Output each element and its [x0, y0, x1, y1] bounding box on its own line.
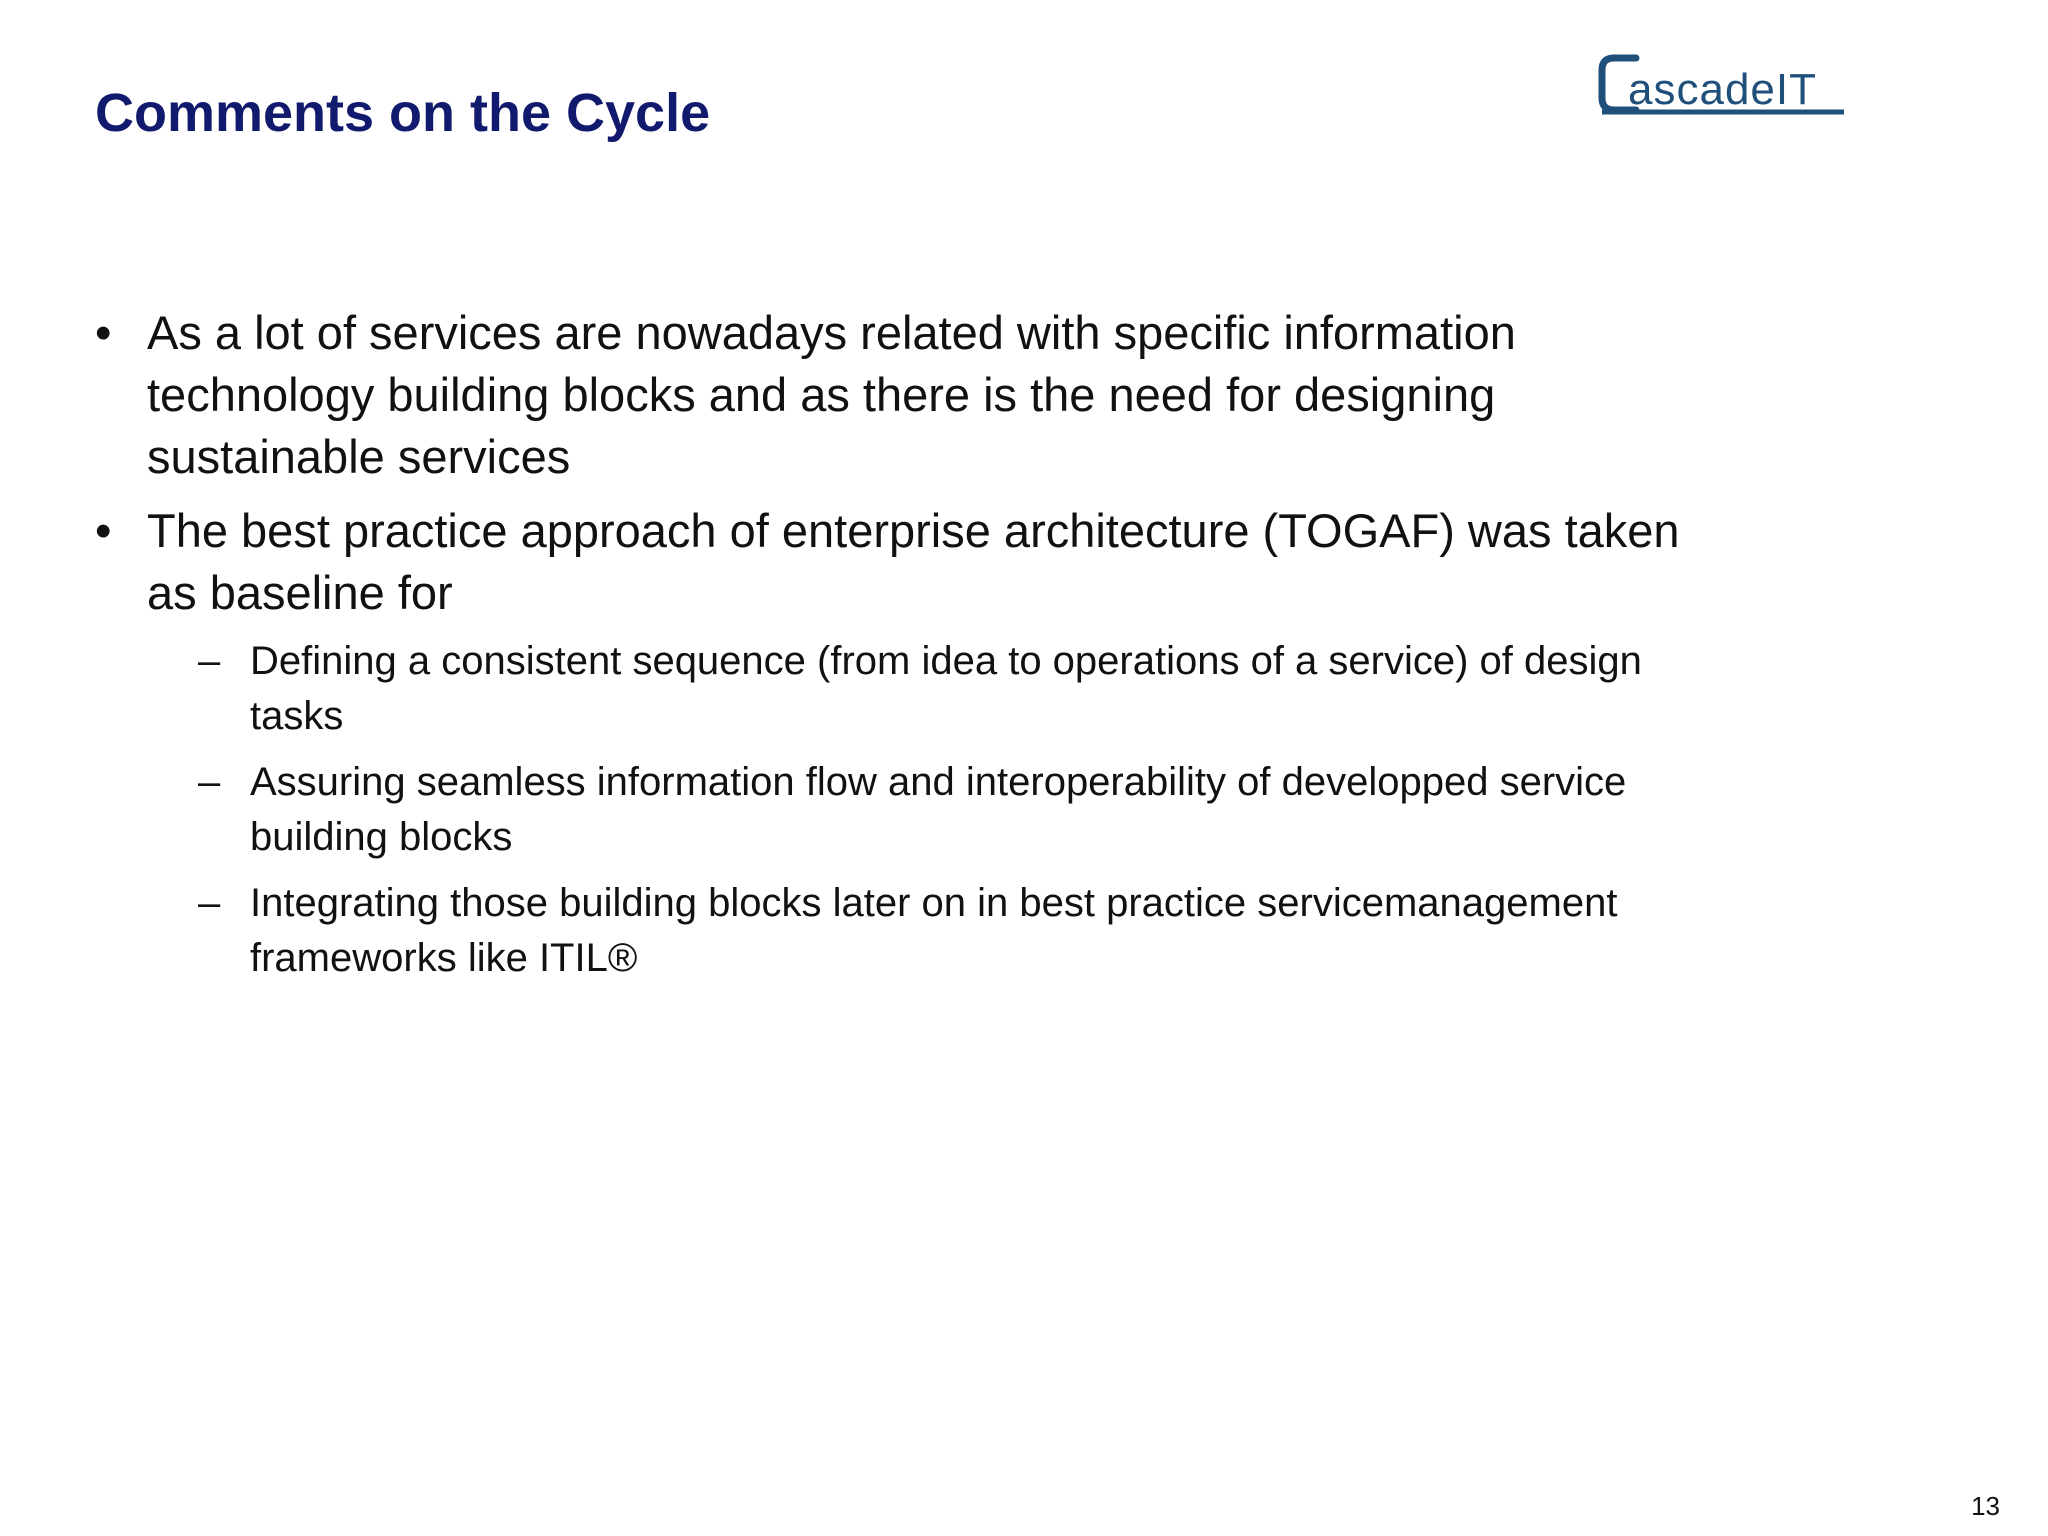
slide-body [95, 302, 1895, 986]
sub-bullet-line: building blocks [250, 815, 513, 859]
bullet-item [95, 302, 1895, 488]
sub-bullet-marker: – [198, 760, 221, 804]
bullet-marker: • [95, 306, 112, 359]
bullet-line: The best practice approach of enterprise architecture (TOGAF) was taken [147, 504, 1680, 557]
sub-bullet-marker: – [198, 639, 221, 683]
sub-bullet-item [198, 634, 1895, 744]
sub-bullet-list [95, 634, 1895, 986]
sub-bullet-line: Assuring seamless information flow and interoperability of developped service [250, 760, 1627, 804]
sub-bullet-line: tasks [250, 694, 344, 738]
sub-bullet-item [198, 755, 1895, 865]
cascade-it-logo [1598, 52, 1848, 122]
svg-text:ascadeIT: ascadeIT [1628, 65, 1817, 114]
bullet-line: As a lot of services are nowadays related with specific information [147, 306, 1516, 359]
sub-bullet-marker: – [198, 881, 221, 925]
bullet-line: as baseline for [147, 566, 453, 619]
sub-bullet-line: Integrating those building blocks later on in best practice servicemanagement [250, 881, 1618, 925]
cascade-it-logo-graphic [1598, 52, 1848, 122]
sub-bullet-line: frameworks like ITIL® [250, 936, 638, 980]
bullet-line: sustainable services [147, 430, 571, 483]
sub-bullet-item [198, 876, 1895, 986]
bullet-line: technology building blocks and as there is the need for designing [147, 368, 1496, 421]
bullet-item [95, 500, 1895, 624]
slide-title: Comments on the Cycle [95, 83, 711, 143]
bullet-text [147, 302, 1907, 488]
bullet-marker: • [95, 504, 112, 557]
sub-bullet-line: Defining a consistent sequence (from idea to operations of a service) of design [250, 639, 1642, 683]
bullet-text [147, 500, 1907, 624]
page-number: 13 [1971, 1491, 2000, 1521]
